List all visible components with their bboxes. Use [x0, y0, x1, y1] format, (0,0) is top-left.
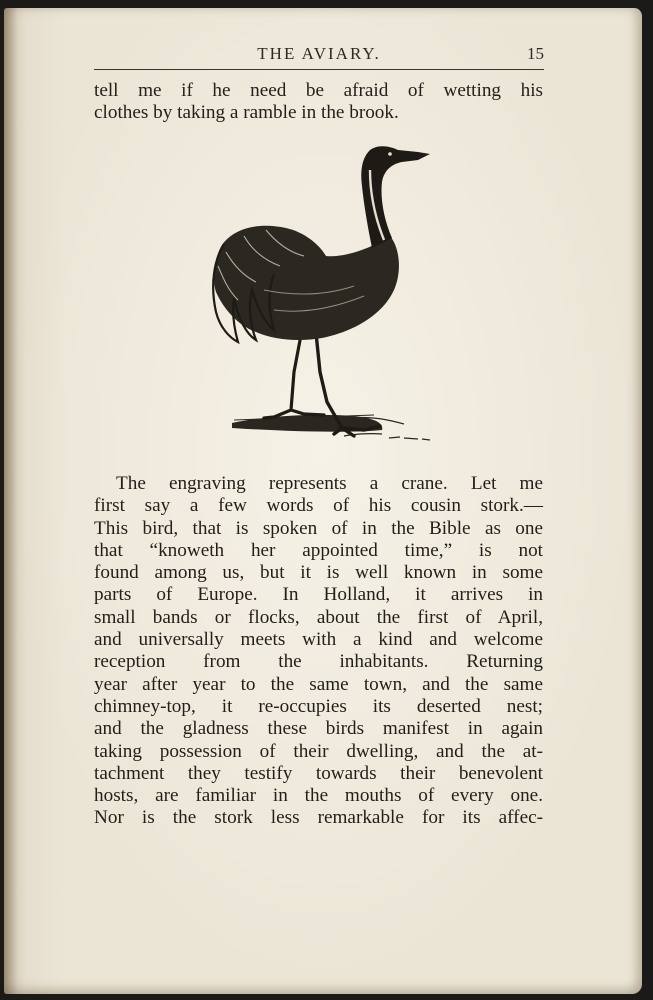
text-line: clothes by taking a ramble in the brook.: [94, 102, 399, 124]
text-line: This bird, that is spoken of in the Bible as one: [94, 517, 543, 539]
text-line: tachment they testify towards their benevolent: [94, 762, 543, 784]
running-title: THE AVIARY.: [257, 44, 381, 63]
text-line: reception from the inhabitants. Returning: [94, 651, 543, 673]
top-paragraph: [94, 80, 543, 125]
text-line: found among us, but it is well known in some: [94, 562, 543, 584]
text-line: hosts, are familiar in the mouths of every one.: [94, 785, 543, 807]
text-line: year after year to the same town, and the same: [94, 673, 543, 695]
text-line: The engraving represents a crane. Let me: [116, 473, 543, 494]
header-rule: [94, 69, 544, 70]
text-line: first say a few words of his cousin stork.—: [94, 495, 543, 517]
text-line: parts of Europe. In Holland, it arrives in: [94, 584, 543, 606]
text-line: Nor is the stork less remarkable for its affec-: [94, 807, 543, 829]
text-line: tell me if he need be afraid of wetting his: [94, 80, 543, 101]
text-line: taking possession of their dwelling, and the at-: [94, 740, 543, 762]
text-line: and the gladness these birds manifest in again: [94, 718, 543, 740]
crane-engraving-icon: [204, 140, 436, 450]
text-line: chimney-top, it re-occupies its deserted nest;: [94, 695, 543, 717]
text-line: and universally meets with a kind and welcome: [94, 629, 543, 651]
text-line: that “knoweth her appointed time,” is not: [94, 539, 543, 561]
page-number: 15: [527, 44, 544, 63]
page-gutter-shadow: [4, 8, 18, 994]
main-paragraph: [94, 473, 543, 830]
text-line: small bands or flocks, about the first of April,: [94, 606, 543, 628]
page-header: [94, 44, 544, 66]
